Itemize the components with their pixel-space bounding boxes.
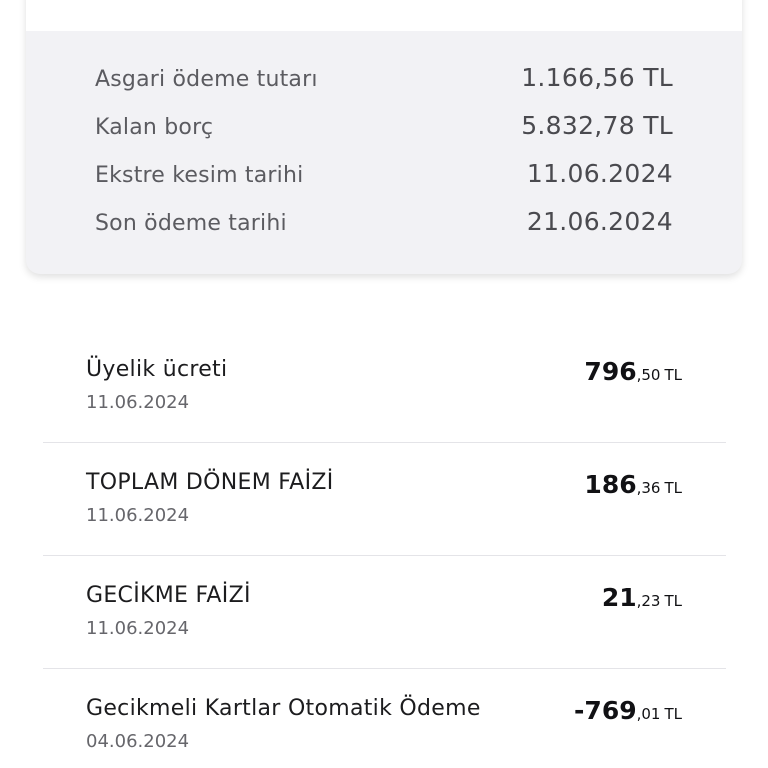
transaction-date: 11.06.2024 bbox=[86, 505, 190, 526]
amount-decimal: ,01 bbox=[636, 705, 661, 723]
amount-currency: TL bbox=[664, 705, 682, 723]
transaction-row[interactable] bbox=[43, 443, 726, 556]
transaction-amount bbox=[584, 470, 682, 499]
transaction-amount bbox=[602, 583, 682, 612]
transaction-title: Üyelik ücreti bbox=[86, 357, 228, 382]
minimum-payment-row bbox=[95, 59, 673, 99]
transaction-date: 11.06.2024 bbox=[86, 618, 190, 639]
transaction-title: Gecikmeli Kartlar Otomatik Ödeme bbox=[86, 696, 481, 721]
card-header-area bbox=[26, 0, 742, 31]
statement-date-value: 11.06.2024 bbox=[526, 159, 673, 188]
amount-currency: TL bbox=[664, 479, 682, 497]
due-date-row bbox=[95, 203, 673, 243]
transaction-date: 04.06.2024 bbox=[86, 731, 190, 752]
statement-date-label: Ekstre kesim tarihi bbox=[95, 163, 304, 188]
minimum-payment-value: 1.166,56 TL bbox=[521, 63, 673, 92]
due-date-value: 21.06.2024 bbox=[526, 207, 673, 236]
transaction-date: 11.06.2024 bbox=[86, 392, 190, 413]
amount-integer: 21 bbox=[601, 583, 637, 612]
transaction-row[interactable] bbox=[43, 330, 726, 443]
transaction-title: TOPLAM DÖNEM FAİZİ bbox=[86, 470, 334, 495]
amount-currency: TL bbox=[664, 592, 682, 610]
transaction-amount bbox=[584, 357, 682, 386]
transaction-title: GECİKME FAİZİ bbox=[86, 583, 251, 608]
remaining-debt-value: 5.832,78 TL bbox=[521, 111, 673, 140]
amount-decimal: ,23 bbox=[636, 592, 661, 610]
transaction-list bbox=[43, 330, 726, 768]
amount-integer: 796 bbox=[584, 357, 637, 386]
statement-summary-card bbox=[26, 0, 742, 274]
amount-integer: -769 bbox=[574, 696, 637, 725]
amount-currency: TL bbox=[664, 366, 682, 384]
statement-date-row bbox=[95, 155, 673, 195]
minimum-payment-label: Asgari ödeme tutarı bbox=[95, 67, 318, 92]
amount-integer: 186 bbox=[584, 470, 637, 499]
remaining-debt-row bbox=[95, 107, 673, 147]
remaining-debt-label: Kalan borç bbox=[95, 115, 214, 140]
due-date-label: Son ödeme tarihi bbox=[95, 211, 287, 236]
transaction-amount bbox=[574, 696, 682, 725]
amount-decimal: ,36 bbox=[636, 479, 661, 497]
amount-decimal: ,50 bbox=[636, 366, 661, 384]
transaction-row[interactable] bbox=[43, 669, 726, 768]
transaction-row[interactable] bbox=[43, 556, 726, 669]
